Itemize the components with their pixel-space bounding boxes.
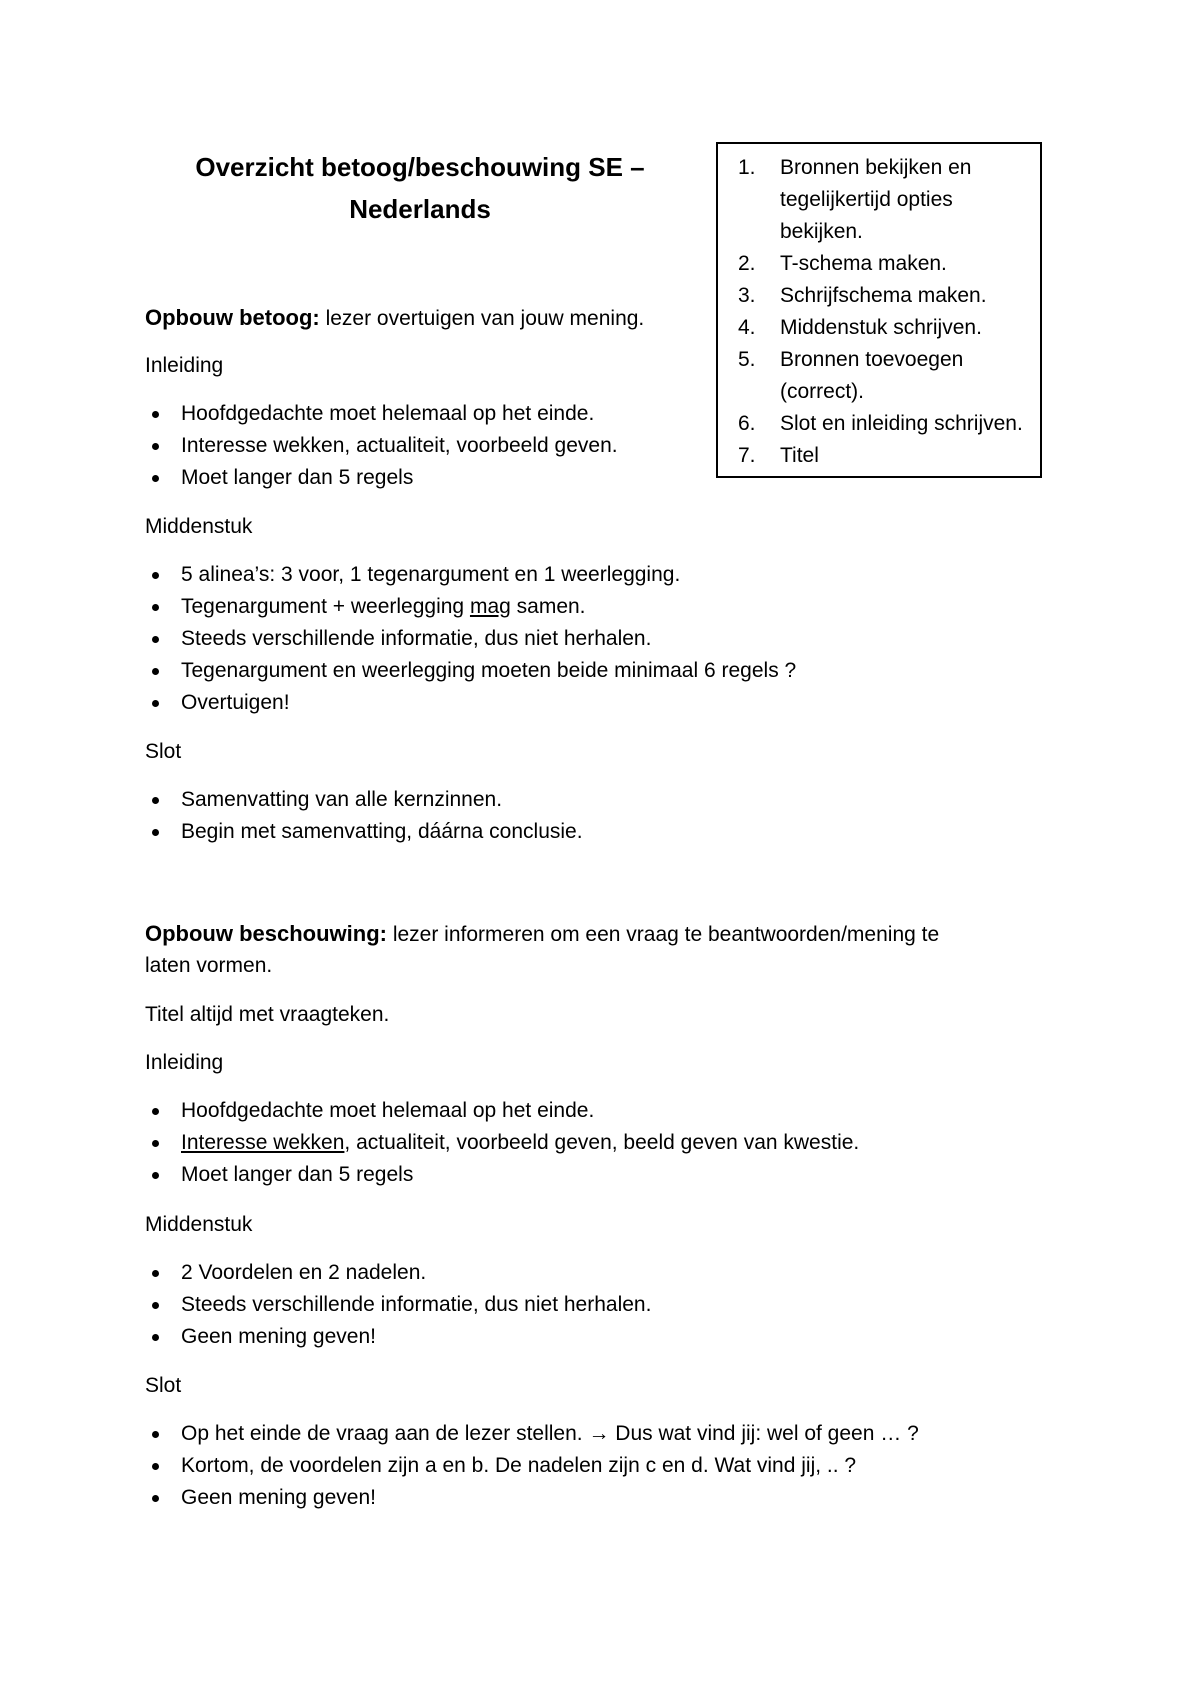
- list-item-text: , actualiteit, voorbeeld geven, beeld geven van kwestie.: [344, 1131, 860, 1154]
- step-text: Bronnen toevoegen (correct).: [780, 348, 964, 403]
- list-item: 2 Voordelen en 2 nadelen.: [145, 1257, 651, 1289]
- step-item: [738, 248, 1030, 280]
- betoog-heading: Opbouw betoog:: [145, 305, 320, 330]
- beschouwing-middenstuk-label: Middenstuk: [145, 1213, 253, 1236]
- steps-list: [738, 152, 1030, 472]
- list-item: Steeds verschillende informatie, dus niet herhalen.: [145, 1289, 651, 1321]
- step-text: Schrijfschema maken.: [780, 284, 987, 307]
- document-title: [150, 146, 690, 230]
- betoog-slot-label: Slot: [145, 740, 182, 763]
- step-item: [738, 280, 1030, 312]
- underlined-text: mag: [469, 595, 511, 618]
- step-text: T-schema maken.: [780, 252, 947, 275]
- beschouwing-description: lezer informeren om een vraag te beantwoorden/mening te: [392, 923, 940, 946]
- list-item: Begin met samenvatting, dáárna conclusie.: [145, 816, 583, 848]
- step-text: Bronnen bekijken en tegelijkertijd opties bekijken.: [780, 156, 972, 243]
- betoog-slot-list: [145, 784, 583, 848]
- list-item: Overtuigen!: [145, 687, 796, 719]
- step-item: [738, 344, 1030, 408]
- underlined-text: Interesse wekken: [181, 1131, 345, 1154]
- step-item: [738, 152, 1030, 248]
- step-number: 4.: [738, 316, 756, 339]
- step-text: Slot en inleiding schrijven.: [780, 412, 1023, 435]
- list-item: Hoofdgedachte moet helemaal op het einde.: [145, 1095, 859, 1127]
- betoog-middenstuk-label: Middenstuk: [145, 515, 253, 538]
- list-item: Kortom, de voordelen zijn a en b. De nadelen zijn c en d. Wat vind jij, .. ?: [145, 1450, 919, 1482]
- step-number: 1.: [738, 156, 756, 179]
- step-number: 3.: [738, 284, 756, 307]
- list-item: Op het einde de vraag aan de lezer stellen. → Dus wat vind jij: wel of geen … ?: [145, 1418, 919, 1450]
- step-item: [738, 440, 1030, 472]
- list-item: Steeds verschillende informatie, dus niet herhalen.: [145, 623, 796, 655]
- beschouwing-heading: Opbouw beschouwing:: [145, 921, 387, 946]
- beschouwing-inleiding-list: [145, 1095, 859, 1191]
- step-number: 7.: [738, 444, 756, 467]
- step-item: [738, 312, 1030, 344]
- betoog-inleiding-label: Inleiding: [145, 354, 224, 377]
- betoog-description: lezer overtuigen van jouw mening.: [325, 307, 645, 330]
- step-text: Titel: [780, 444, 819, 467]
- list-item: 5 alinea’s: 3 voor, 1 tegenargument en 1 weerlegging.: [145, 559, 796, 591]
- list-item: Tegenargument en weerlegging moeten beide minimaal 6 regels ?: [145, 655, 796, 687]
- step-text: Middenstuk schrijven.: [780, 316, 982, 339]
- list-item: Hoofdgedachte moet helemaal op het einde.: [145, 398, 618, 430]
- steps-box: [716, 142, 1042, 478]
- list-item: [145, 1127, 859, 1159]
- title-line-2: Nederlands: [349, 194, 491, 224]
- step-item: [738, 408, 1030, 440]
- beschouwing-description-continued: laten vormen.: [145, 954, 273, 977]
- list-item: Samenvatting van alle kernzinnen.: [145, 784, 583, 816]
- betoog-inleiding-list: [145, 398, 618, 494]
- step-number: 2.: [738, 252, 756, 275]
- list-item: Geen mening geven!: [145, 1482, 919, 1514]
- step-number: 6.: [738, 412, 756, 435]
- list-item: [145, 591, 796, 623]
- list-item-text: Tegenargument + weerlegging: [181, 595, 470, 618]
- beschouwing-inleiding-label: Inleiding: [145, 1051, 224, 1074]
- list-item: Moet langer dan 5 regels: [145, 462, 618, 494]
- list-item: Moet langer dan 5 regels: [145, 1159, 859, 1191]
- beschouwing-slot-list: [145, 1418, 919, 1514]
- beschouwing-slot-label: Slot: [145, 1374, 182, 1397]
- betoog-heading-line: [145, 302, 644, 335]
- list-item-text: samen.: [510, 595, 586, 618]
- title-line-1: Overzicht betoog/beschouwing SE –: [195, 152, 645, 182]
- beschouwing-middenstuk-list: [145, 1257, 651, 1353]
- list-item: Geen mening geven!: [145, 1321, 651, 1353]
- betoog-middenstuk-list: [145, 559, 796, 719]
- beschouwing-titel-note: Titel altijd met vraagteken.: [145, 1003, 390, 1026]
- beschouwing-heading-line: [145, 918, 939, 951]
- step-number: 5.: [738, 348, 756, 371]
- list-item: Interesse wekken, actualiteit, voorbeeld geven.: [145, 430, 618, 462]
